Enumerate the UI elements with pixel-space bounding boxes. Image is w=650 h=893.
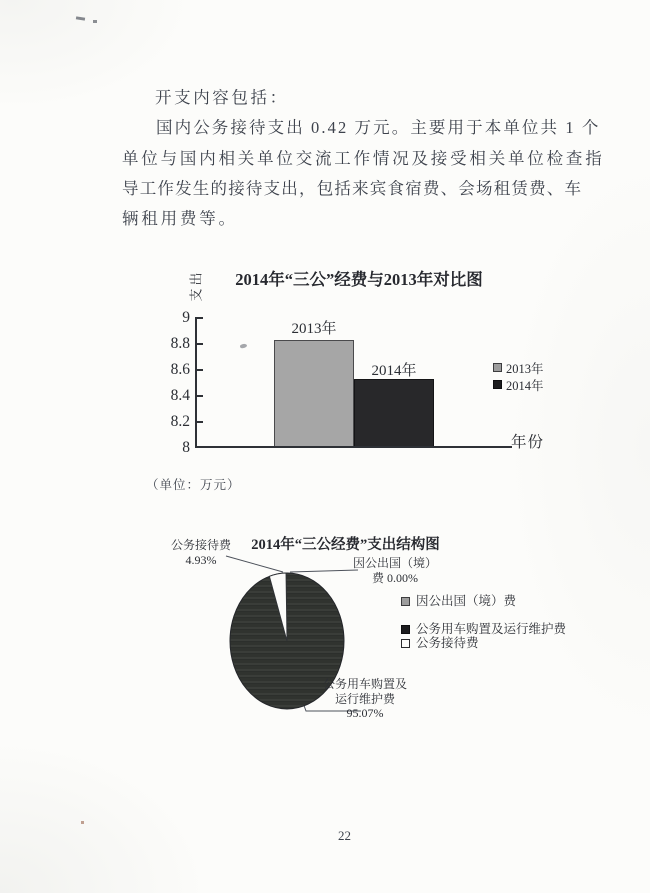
x-axis-line	[195, 446, 512, 448]
bar-2014-label: 2014年	[371, 363, 417, 379]
legend-item-abroad: 因公出国（境）费	[401, 594, 569, 609]
callout-reception: 公务接待费 4.93%	[170, 538, 231, 567]
y-tick-label: 8.6	[170, 361, 190, 378]
bar-2014	[354, 379, 434, 446]
legend-item-2014: 2014年	[493, 376, 544, 393]
pie-chart-title: 2014年“三公经费”支出结构图	[251, 537, 440, 553]
callout-abroad: 因公出国（境） 费 0.00%	[352, 556, 437, 585]
y-tick-mark	[197, 317, 203, 319]
section-heading: 开支内容包括：	[155, 88, 289, 107]
y-tick-mark	[197, 369, 203, 371]
pie-chart-legend	[401, 594, 569, 651]
scan-speck	[81, 821, 84, 824]
legend-swatch-gray	[493, 363, 502, 372]
scan-speck	[93, 20, 97, 23]
legend-item-vehicle: 公务用车购置及运行维护费	[401, 622, 569, 637]
legend-item-2013: 2013年	[493, 359, 544, 376]
paragraph-line: 国内公务接待支出 0.42 万元。主要用于本单位共 1 个	[156, 118, 601, 137]
bar-chart-legend	[493, 359, 544, 393]
y-tick-mark	[197, 395, 203, 397]
paragraph-line: 辆租用费等。	[122, 209, 238, 228]
bar-chart-x-axis-title: 年份	[511, 434, 545, 451]
y-tick-label: 8.8	[170, 335, 190, 352]
bar-chart-title: 2014年“三公”经费与2013年对比图	[235, 270, 483, 289]
bar-chart-y-axis-title: 支出	[188, 268, 204, 302]
y-tick-label: 9	[182, 309, 190, 326]
scan-speck	[76, 16, 85, 20]
paragraph-line: 导工作发生的接待支出，包括来宾食宿费、会场租赁费、车	[122, 179, 583, 198]
y-tick-mark	[197, 343, 203, 345]
legend-swatch-black	[493, 380, 502, 389]
legend-swatch-black	[401, 625, 410, 634]
legend-item-reception: 公务接待费	[401, 636, 569, 651]
paragraph-line: 单位与国内相关单位交流工作情况及接受相关单位检查指	[122, 149, 605, 168]
y-tick-label: 8.4	[170, 387, 190, 404]
callout-vehicle: 公务用车购置及 运行维护费 95.07%	[322, 677, 407, 720]
scan-speck	[240, 343, 248, 349]
page-number: 22	[338, 828, 351, 843]
unit-note: （单位：万元）	[146, 478, 241, 492]
y-tick-mark	[197, 421, 203, 423]
y-tick-label: 8.2	[170, 413, 190, 430]
y-tick-label: 8	[182, 439, 190, 456]
legend-swatch-gray	[401, 597, 410, 606]
legend-swatch-white	[401, 639, 410, 648]
y-axis-line	[195, 317, 197, 448]
bar-2013	[274, 340, 354, 446]
bar-2013-label: 2013年	[291, 321, 337, 337]
